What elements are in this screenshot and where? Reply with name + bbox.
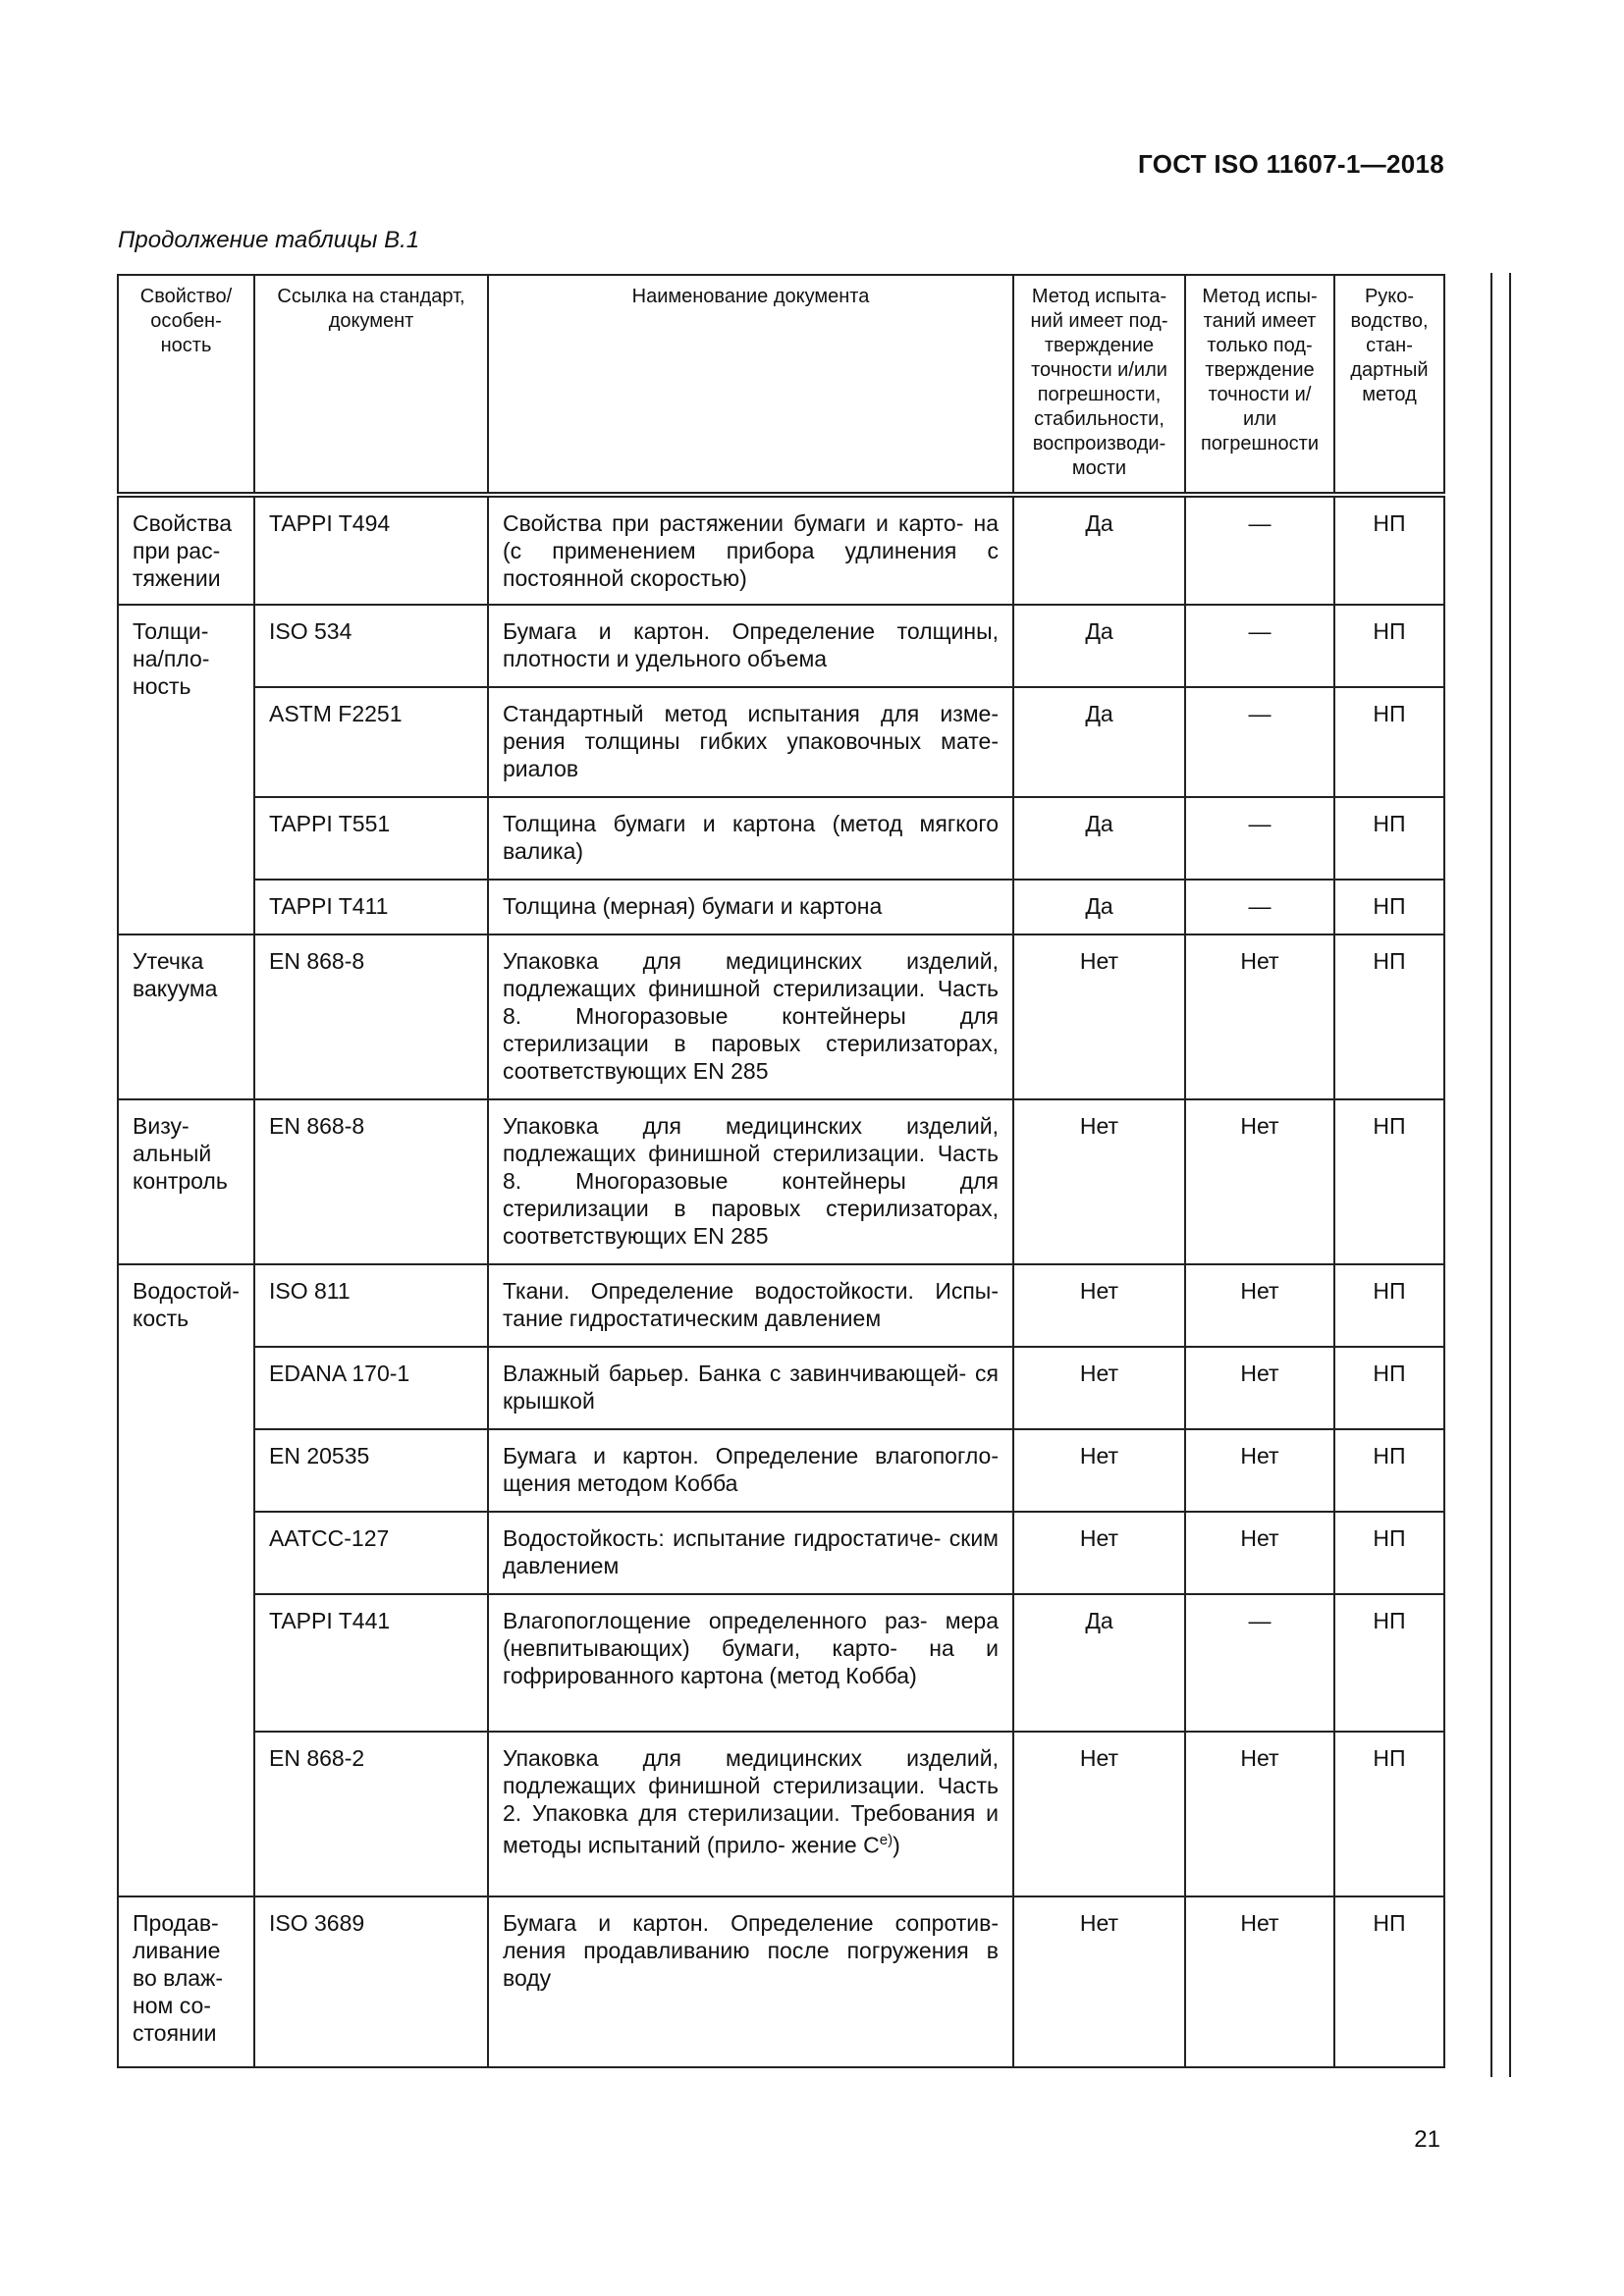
accuracy-cell: — [1185, 797, 1334, 880]
reference-cell: TAPPI T411 [254, 880, 488, 934]
col-header-full-validation: Метод испыта- ний имеет под- тверждение точности и/или погрешности, стабильности, воспроизводи- мости [1013, 275, 1185, 495]
accuracy-cell: — [1185, 495, 1334, 605]
table-row [118, 1594, 1444, 1732]
accuracy-cell: — [1185, 687, 1334, 797]
col-header-reference: Ссылка на стандарт, документ [254, 275, 488, 495]
footnote-marker: е) [879, 1832, 893, 1848]
reference-cell: EN 20535 [254, 1429, 488, 1512]
validation-cell: Нет [1013, 1099, 1185, 1264]
document-name-cell: Толщина (мерная) бумаги и картона [488, 880, 1013, 934]
accuracy-cell: — [1185, 1594, 1334, 1732]
margin-line [1490, 273, 1492, 2077]
table-row [118, 495, 1444, 605]
reference-cell: EN 868-8 [254, 1099, 488, 1264]
guide-cell: НП [1334, 1099, 1444, 1264]
guide-cell: НП [1334, 1429, 1444, 1512]
table-row [118, 934, 1444, 1099]
validation-cell: Да [1013, 797, 1185, 880]
document-name-end: ) [893, 1832, 900, 1858]
accuracy-cell: Нет [1185, 1732, 1334, 1896]
table-row [118, 687, 1444, 797]
document-name-cell: Упаковка для медицинских изделий, подлежащих финишной стерилизации. Часть 8. Многоразовые контейнеры для стерилизации в паровых стерилизаторах, соответствующих EN 285 [488, 1099, 1013, 1264]
validation-cell: Да [1013, 880, 1185, 934]
guide-cell: НП [1334, 797, 1444, 880]
document-name-cell: Ткани. Определение водостойкости. Испы- тание гидростатическим давлением [488, 1264, 1013, 1347]
document-name-text: Упаковка для медицинских изделий, подлежащих финишной стерилизации. Часть 2. Упаковка для стерилизации. Требования и методы испытаний (прило- жение С [503, 1745, 999, 1858]
accuracy-cell: Нет [1185, 1896, 1334, 2067]
validation-cell: Нет [1013, 1512, 1185, 1594]
col-header-guide: Руко- водство, стан- дартный метод [1334, 275, 1444, 495]
table-row [118, 1732, 1444, 1896]
accuracy-cell: — [1185, 605, 1334, 687]
reference-cell: TAPPI T494 [254, 495, 488, 605]
reference-cell: TAPPI T441 [254, 1594, 488, 1732]
validation-cell: Да [1013, 495, 1185, 605]
table-row [118, 1264, 1444, 1347]
document-name-cell: Стандартный метод испытания для изме- рения толщины гибких упаковочных мате- риалов [488, 687, 1013, 797]
accuracy-cell: Нет [1185, 934, 1334, 1099]
validation-cell: Да [1013, 687, 1185, 797]
reference-cell: TAPPI T551 [254, 797, 488, 880]
property-cell: Свойства при рас- тяжении [118, 495, 254, 605]
property-cell: Продав- ливание во влаж- ном со- стоянии [118, 1896, 254, 2067]
guide-cell: НП [1334, 934, 1444, 1099]
property-cell: Визу- альный контроль [118, 1099, 254, 1264]
guide-cell: НП [1334, 687, 1444, 797]
margin-line [1509, 273, 1511, 2077]
guide-cell: НП [1334, 1732, 1444, 1896]
validation-cell: Нет [1013, 1347, 1185, 1429]
document-code: ГОСТ ISO 11607-1—2018 [1138, 149, 1444, 179]
validation-cell: Нет [1013, 1264, 1185, 1347]
guide-cell: НП [1334, 1896, 1444, 2067]
reference-cell: ISO 3689 [254, 1896, 488, 2067]
table-row [118, 605, 1444, 687]
document-name-cell [488, 1732, 1013, 1896]
document-name-cell: Бумага и картон. Определение толщины, плотности и удельного объема [488, 605, 1013, 687]
table-row [118, 1429, 1444, 1512]
validation-cell: Нет [1013, 1896, 1185, 2067]
document-name-cell: Влажный барьер. Банка с завинчивающей- ся крышкой [488, 1347, 1013, 1429]
guide-cell: НП [1334, 1347, 1444, 1429]
guide-cell: НП [1334, 495, 1444, 605]
guide-cell: НП [1334, 1594, 1444, 1732]
document-name-cell: Бумага и картон. Определение влагопогло- щения методом Кобба [488, 1429, 1013, 1512]
validation-cell: Да [1013, 605, 1185, 687]
guide-cell: НП [1334, 605, 1444, 687]
col-header-property: Свойство/ особен- ность [118, 275, 254, 495]
property-cell: Утечка вакуума [118, 934, 254, 1099]
validation-cell: Нет [1013, 934, 1185, 1099]
page-number: 21 [1414, 2126, 1440, 2153]
accuracy-cell: Нет [1185, 1429, 1334, 1512]
reference-cell: EDANA 170-1 [254, 1347, 488, 1429]
document-name-cell: Водостойкость: испытание гидростатиче- ским давлением [488, 1512, 1013, 1594]
table-row [118, 1099, 1444, 1264]
document-name-cell: Упаковка для медицинских изделий, подлежащих финишной стерилизации. Часть 8. Многоразовые контейнеры для стерилизации в паровых стерилизаторах, соответствующих EN 285 [488, 934, 1013, 1099]
accuracy-cell: Нет [1185, 1099, 1334, 1264]
reference-cell: ASTM F2251 [254, 687, 488, 797]
reference-cell: ISO 811 [254, 1264, 488, 1347]
accuracy-cell: Нет [1185, 1347, 1334, 1429]
reference-cell: AATCC-127 [254, 1512, 488, 1594]
reference-cell: EN 868-2 [254, 1732, 488, 1896]
property-cell: Толщи- на/пло- ность [118, 605, 254, 934]
accuracy-cell: — [1185, 880, 1334, 934]
guide-cell: НП [1334, 880, 1444, 934]
validation-cell: Нет [1013, 1732, 1185, 1896]
guide-cell: НП [1334, 1264, 1444, 1347]
validation-cell: Да [1013, 1594, 1185, 1732]
table-continuation-label: Продолжение таблицы В.1 [118, 227, 420, 253]
accuracy-cell: Нет [1185, 1264, 1334, 1347]
document-name-cell: Бумага и картон. Определение сопротив- ления продавливанию после погружения в воду [488, 1896, 1013, 2067]
property-cell: Водостой- кость [118, 1264, 254, 1896]
table-row [118, 1512, 1444, 1594]
col-header-accuracy-only: Метод испы- таний имеет только под- тверждение точности и/или погрешности [1185, 275, 1334, 495]
document-name-cell: Влагопоглощение определенного раз- мера (невпитывающих) бумаги, карто- на и гофрированного картона (метод Кобба) [488, 1594, 1013, 1732]
table-header-row [118, 275, 1444, 495]
standards-table [117, 274, 1445, 2068]
col-header-document-name: Наименование документа [488, 275, 1013, 495]
guide-cell: НП [1334, 1512, 1444, 1594]
reference-cell: ISO 534 [254, 605, 488, 687]
table-row [118, 880, 1444, 934]
document-name-cell: Свойства при растяжении бумаги и карто- на (с применением прибора удлинения с постоянной скоростью) [488, 495, 1013, 605]
validation-cell: Нет [1013, 1429, 1185, 1512]
table-row [118, 1896, 1444, 2067]
table-row [118, 1347, 1444, 1429]
accuracy-cell: Нет [1185, 1512, 1334, 1594]
document-name-cell: Толщина бумаги и картона (метод мягкого валика) [488, 797, 1013, 880]
reference-cell: EN 868-8 [254, 934, 488, 1099]
table-row [118, 797, 1444, 880]
